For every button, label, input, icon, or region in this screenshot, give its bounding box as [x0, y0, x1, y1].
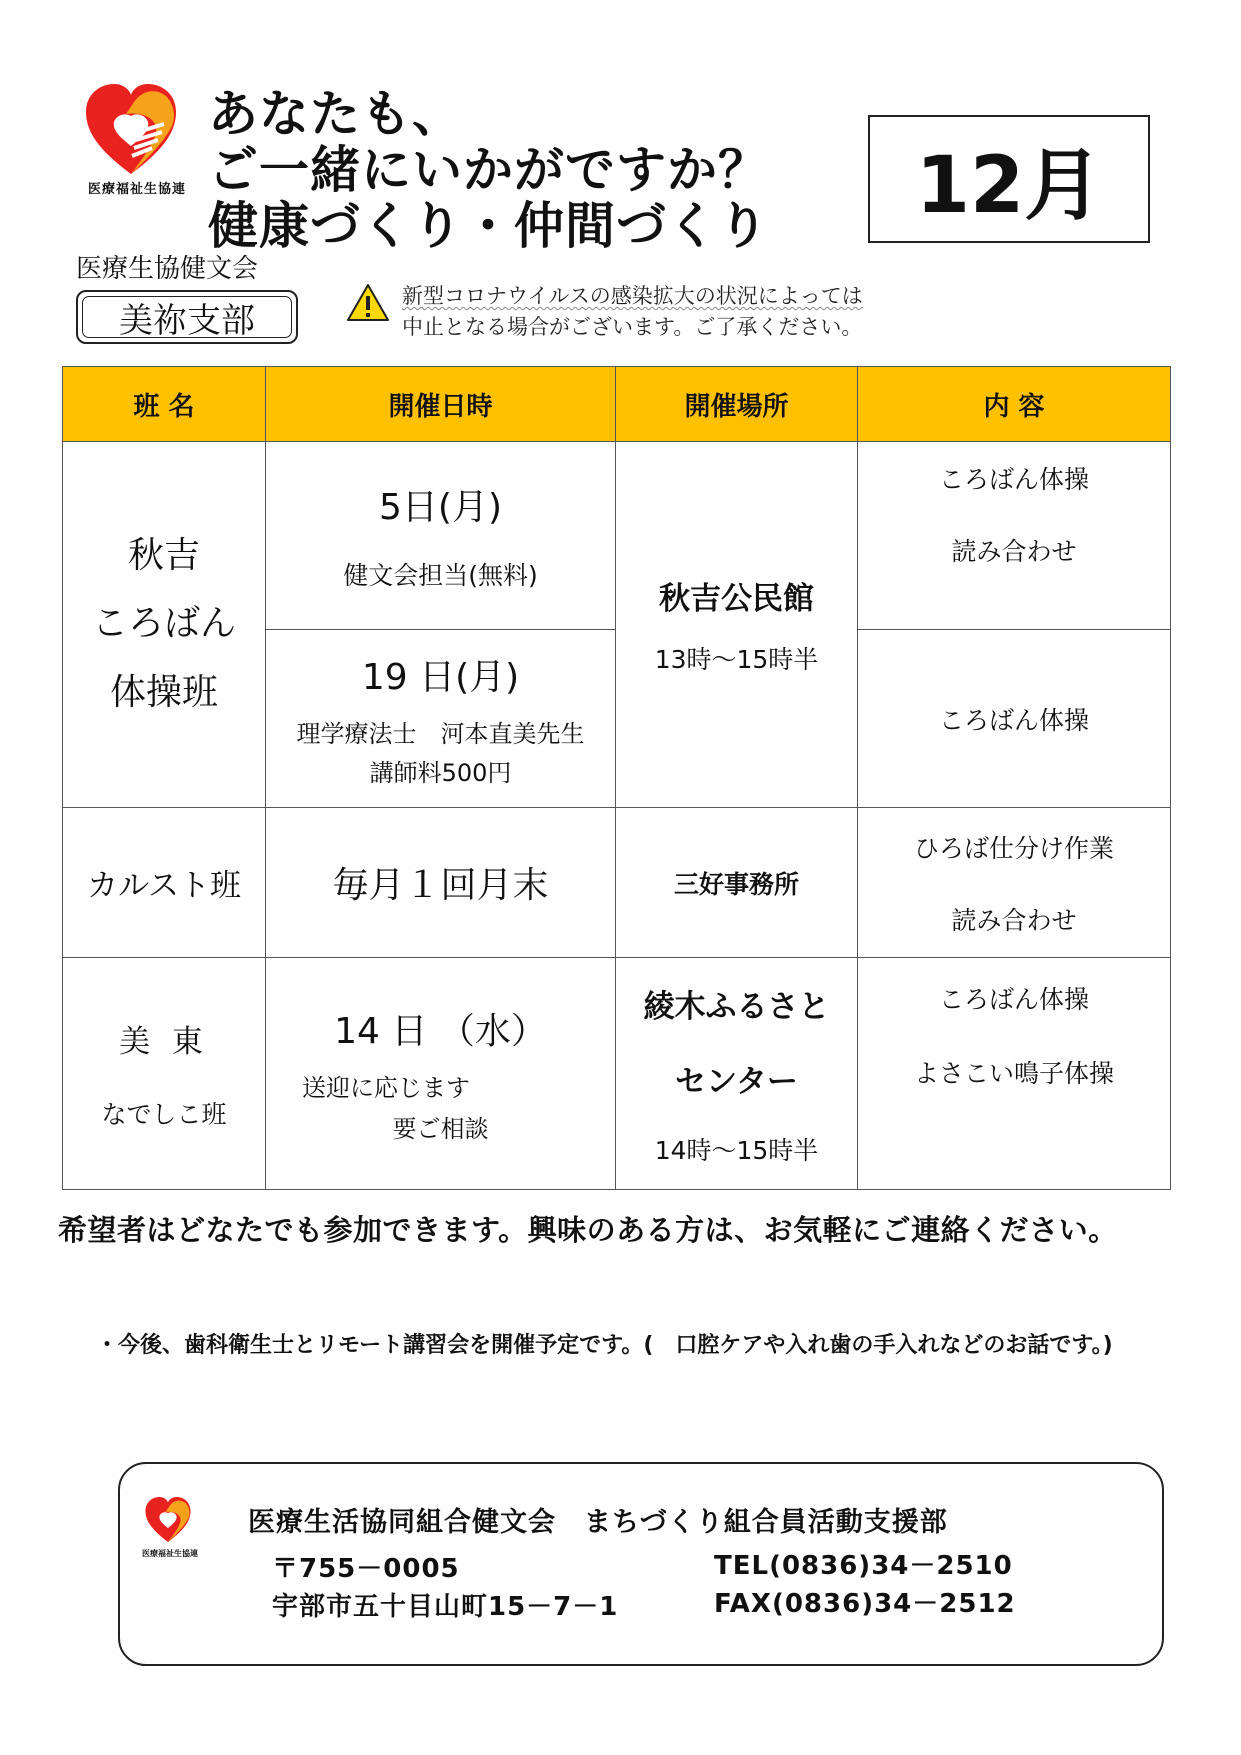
content-item: 読み合わせ [951, 537, 1077, 566]
content-item: よさこい鳴子体操 [913, 1059, 1114, 1088]
group-name-line: 秋吉 [127, 534, 200, 576]
heart-hands-icon [138, 1496, 198, 1546]
session-date: 19 日(月) [361, 657, 520, 698]
plan-note: ・今後、歯科衛生士とリモート講習会を開催予定です。( 口腔ケアや入れ歯の手入れなどのお話です。) [96, 1333, 1113, 1358]
content-item: ころばん体操 [938, 985, 1089, 1014]
footer-logo-caption: 医療福祉生協連 [142, 1549, 198, 1558]
postal-code: 〒755－0005 [272, 1554, 460, 1584]
table-row [63, 442, 1171, 630]
group-name: カルスト班 [86, 868, 242, 904]
header-content: 内 容 [858, 367, 1171, 442]
karst-datetime [266, 808, 616, 958]
group-name: なでしこ班 [101, 1100, 227, 1129]
branch-box [76, 290, 298, 344]
akiyoshi-session-2-datetime [266, 630, 616, 808]
akiyoshi-session-1-datetime [266, 442, 616, 630]
venue-name: 綾木ふるさと [643, 988, 830, 1025]
session-date: 5日(月) [379, 487, 502, 528]
session-note: 講師料500円 [369, 759, 512, 787]
warning-text [402, 281, 863, 343]
coop-logo [86, 82, 176, 192]
group-akiyoshi [63, 442, 266, 808]
akiyoshi-venue [616, 442, 858, 808]
telephone: TEL(0836)34－2510 [714, 1551, 1013, 1581]
month-box: 12月 [868, 115, 1150, 243]
logo-caption: 医療福祉生協連 [87, 182, 186, 197]
group-name-line: 体操班 [109, 671, 218, 713]
warning-line-1: 新型コロナウイルスの感染拡大の状況によっては [402, 284, 863, 308]
table-row [63, 808, 1171, 958]
session-note: 送迎に応じます [302, 1074, 470, 1102]
footer-organization: 医療生活協同組合健文会 まちづくり組合員活動支援部 [248, 1507, 948, 1538]
participation-notice: 希望者はどなたでも参加できます。興味のある方は、お気軽にご連絡ください。 [58, 1213, 1118, 1247]
karst-content [858, 808, 1171, 958]
venue-name: 秋吉公民館 [659, 581, 814, 617]
content-item: ころばん体操 [938, 465, 1089, 494]
branch-name: 美祢支部 [82, 296, 292, 338]
venue-name: 三好事務所 [673, 869, 799, 899]
schedule-table [62, 366, 1171, 1190]
session-note: 要ご相談 [392, 1115, 489, 1143]
akiyoshi-session-2-content [858, 630, 1171, 808]
mito-venue [616, 958, 858, 1190]
footer-address [272, 1550, 618, 1626]
session-date: 14 日 （水） [334, 1011, 547, 1052]
footer-contact [714, 1547, 1016, 1623]
warning-triangle-icon [346, 283, 390, 323]
table-row [63, 958, 1171, 1190]
warning-line-2: 中止となる場合がございます。ご了承ください。 [402, 315, 863, 339]
mito-datetime [266, 958, 616, 1190]
session-note: 理学療法士 河本直美先生 [296, 720, 585, 748]
karst-venue [616, 808, 858, 958]
headline-line-3: 健康づくり・仲間づくり [208, 197, 769, 255]
header-group-name: 班 名 [63, 367, 266, 442]
session-date: 毎月１回月末 [332, 865, 549, 906]
akiyoshi-session-1-content [858, 442, 1171, 630]
footer-logo [138, 1496, 198, 1546]
fax: FAX(0836)34－2512 [714, 1589, 1016, 1619]
venue-name: センター [675, 1063, 798, 1100]
venue-time: 14時～15時半 [654, 1135, 819, 1165]
heart-hands-icon [86, 82, 176, 182]
header-venue: 開催場所 [616, 367, 858, 442]
headline-line-1: あなたも、 [208, 85, 463, 143]
table-header-row [63, 367, 1171, 442]
content-item: 読み合わせ [951, 905, 1077, 935]
group-mito [63, 958, 266, 1190]
street-address: 宇部市五十目山町15－7－1 [272, 1592, 619, 1622]
group-name: 美 東 [119, 1024, 209, 1060]
mito-content [858, 958, 1171, 1190]
organization-name: 医療生協健文会 [76, 254, 259, 284]
content-item: ひろば仕分け作業 [913, 833, 1114, 863]
headline [208, 86, 848, 254]
group-name-line: ころばん [91, 603, 236, 645]
group-karst [63, 808, 266, 958]
content-item: ころばん体操 [938, 705, 1089, 735]
headline-line-2: ご一緒にいかがですか？ [208, 141, 769, 199]
header-datetime: 開催日時 [266, 367, 616, 442]
venue-time: 13時～15時半 [654, 645, 819, 674]
session-note: 健文会担当(無料) [343, 561, 538, 590]
